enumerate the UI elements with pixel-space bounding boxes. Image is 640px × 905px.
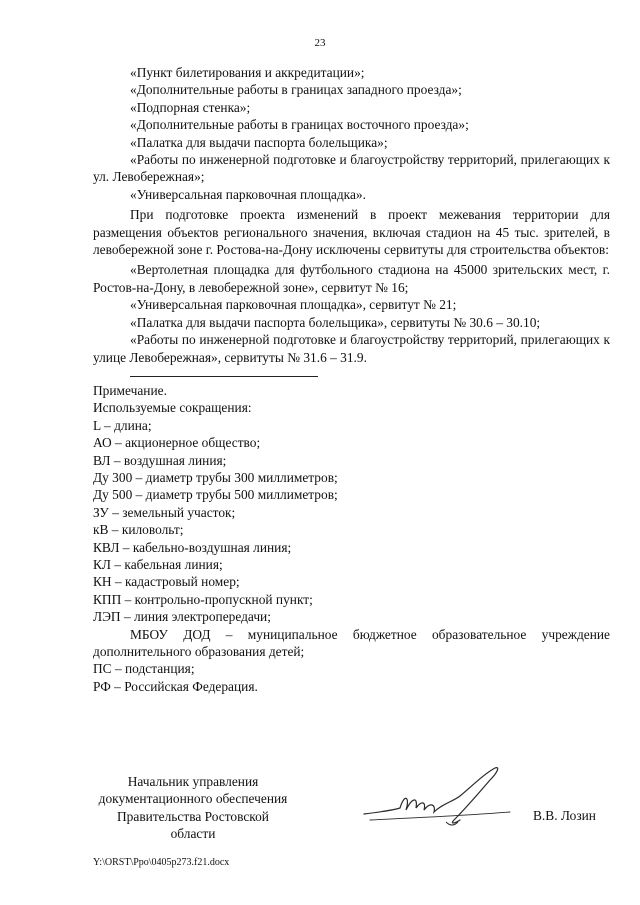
footnote-divider [130, 376, 318, 377]
note-title: Примечание. [93, 382, 167, 398]
handwritten-signature [350, 762, 520, 834]
abbreviation-item: Ду 500 – диаметр трубы 500 миллиметров; [93, 487, 338, 503]
list-item: «Дополнительные работы в границах западного проезда»; [130, 82, 462, 98]
abbreviation-item: ВЛ – воздушная линия; [93, 452, 227, 468]
abbreviation-item: КЛ – кабельная линия; [93, 556, 223, 572]
abbreviation-item: КВЛ – кабельно-воздушная линия; [93, 539, 292, 555]
signatory-name: В.В. Лозин [533, 808, 596, 823]
signatory-title [93, 773, 293, 843]
body-paragraph: При подготовке проекта изменений в проект межевания территории для размещения объектов регионального значения, включая стадион на 45 тыс. зрителей, в левобережной зоне г. Ростова-на-Дону исключены сервитуты для строительства объектов: [93, 207, 610, 258]
list-item: «Пункт билетирования и аккредитации»; [130, 65, 365, 80]
abbreviation-item: КПП – контрольно-пропускной пункт; [93, 591, 313, 607]
abbreviation-item: Ду 300 – диаметр трубы 300 миллиметров; [93, 469, 338, 485]
servitude-item: «Работы по инженерной подготовке и благоустройству территорий, прилегающих к улице Левобережная», сервитуты № 31.6 – 31.9. [93, 332, 610, 365]
abbreviation-item: ПС – подстанция; [93, 661, 195, 677]
abbreviation-item: ЗУ – земельный участок; [93, 504, 236, 520]
abbreviations-title: Используемые сокращения: [93, 400, 252, 416]
signatory-line: документационного обеспечения [98, 791, 288, 807]
file-path: Y:\ORST\Ppo\0405p273.f21.docx [93, 857, 230, 868]
signatory-line: Начальник управления [127, 774, 259, 789]
abbreviation-item: МБОУ ДОД – муниципальное бюджетное образовательное учреждение дополнительного образования детей; [93, 626, 610, 659]
list-item: «Работы по инженерной подготовке и благоустройству территорий, прилегающих к ул. Левобережная»; [93, 152, 610, 185]
list-item: «Универсальная парковочная площадка». [130, 186, 366, 202]
servitude-item: «Универсальная парковочная площадка», сервитут № 21; [130, 297, 457, 313]
list-item: «Дополнительные работы в границах восточного проезда»; [130, 117, 469, 133]
list-item: «Палатка для выдачи паспорта болельщика»; [130, 134, 388, 150]
document-body [93, 64, 610, 695]
abbreviation-item: РФ – Российская Федерация. [93, 678, 258, 694]
servitude-item: «Палатка для выдачи паспорта болельщика», сервитуты № 30.6 – 30.10; [130, 314, 541, 330]
page-number: 23 [314, 37, 326, 49]
abbreviation-item: АО – акционерное общество; [93, 435, 261, 451]
abbreviation-item: L – длина; [93, 417, 152, 433]
abbreviation-item: КН – кадастровый номер; [93, 574, 240, 590]
abbreviation-item: кВ – киловольт; [93, 522, 184, 538]
list-item: «Подпорная стенка»; [130, 99, 251, 115]
signatory-line: Правительства Ростовской области [117, 808, 269, 842]
servitude-item: «Вертолетная площадка для футбольного стадиона на 45000 зрительских мест, г. Ростов-на-Дону, в левобережной зоне», сервитут № 16; [93, 262, 610, 295]
abbreviation-item: ЛЭП – линия электропередачи; [93, 609, 271, 625]
